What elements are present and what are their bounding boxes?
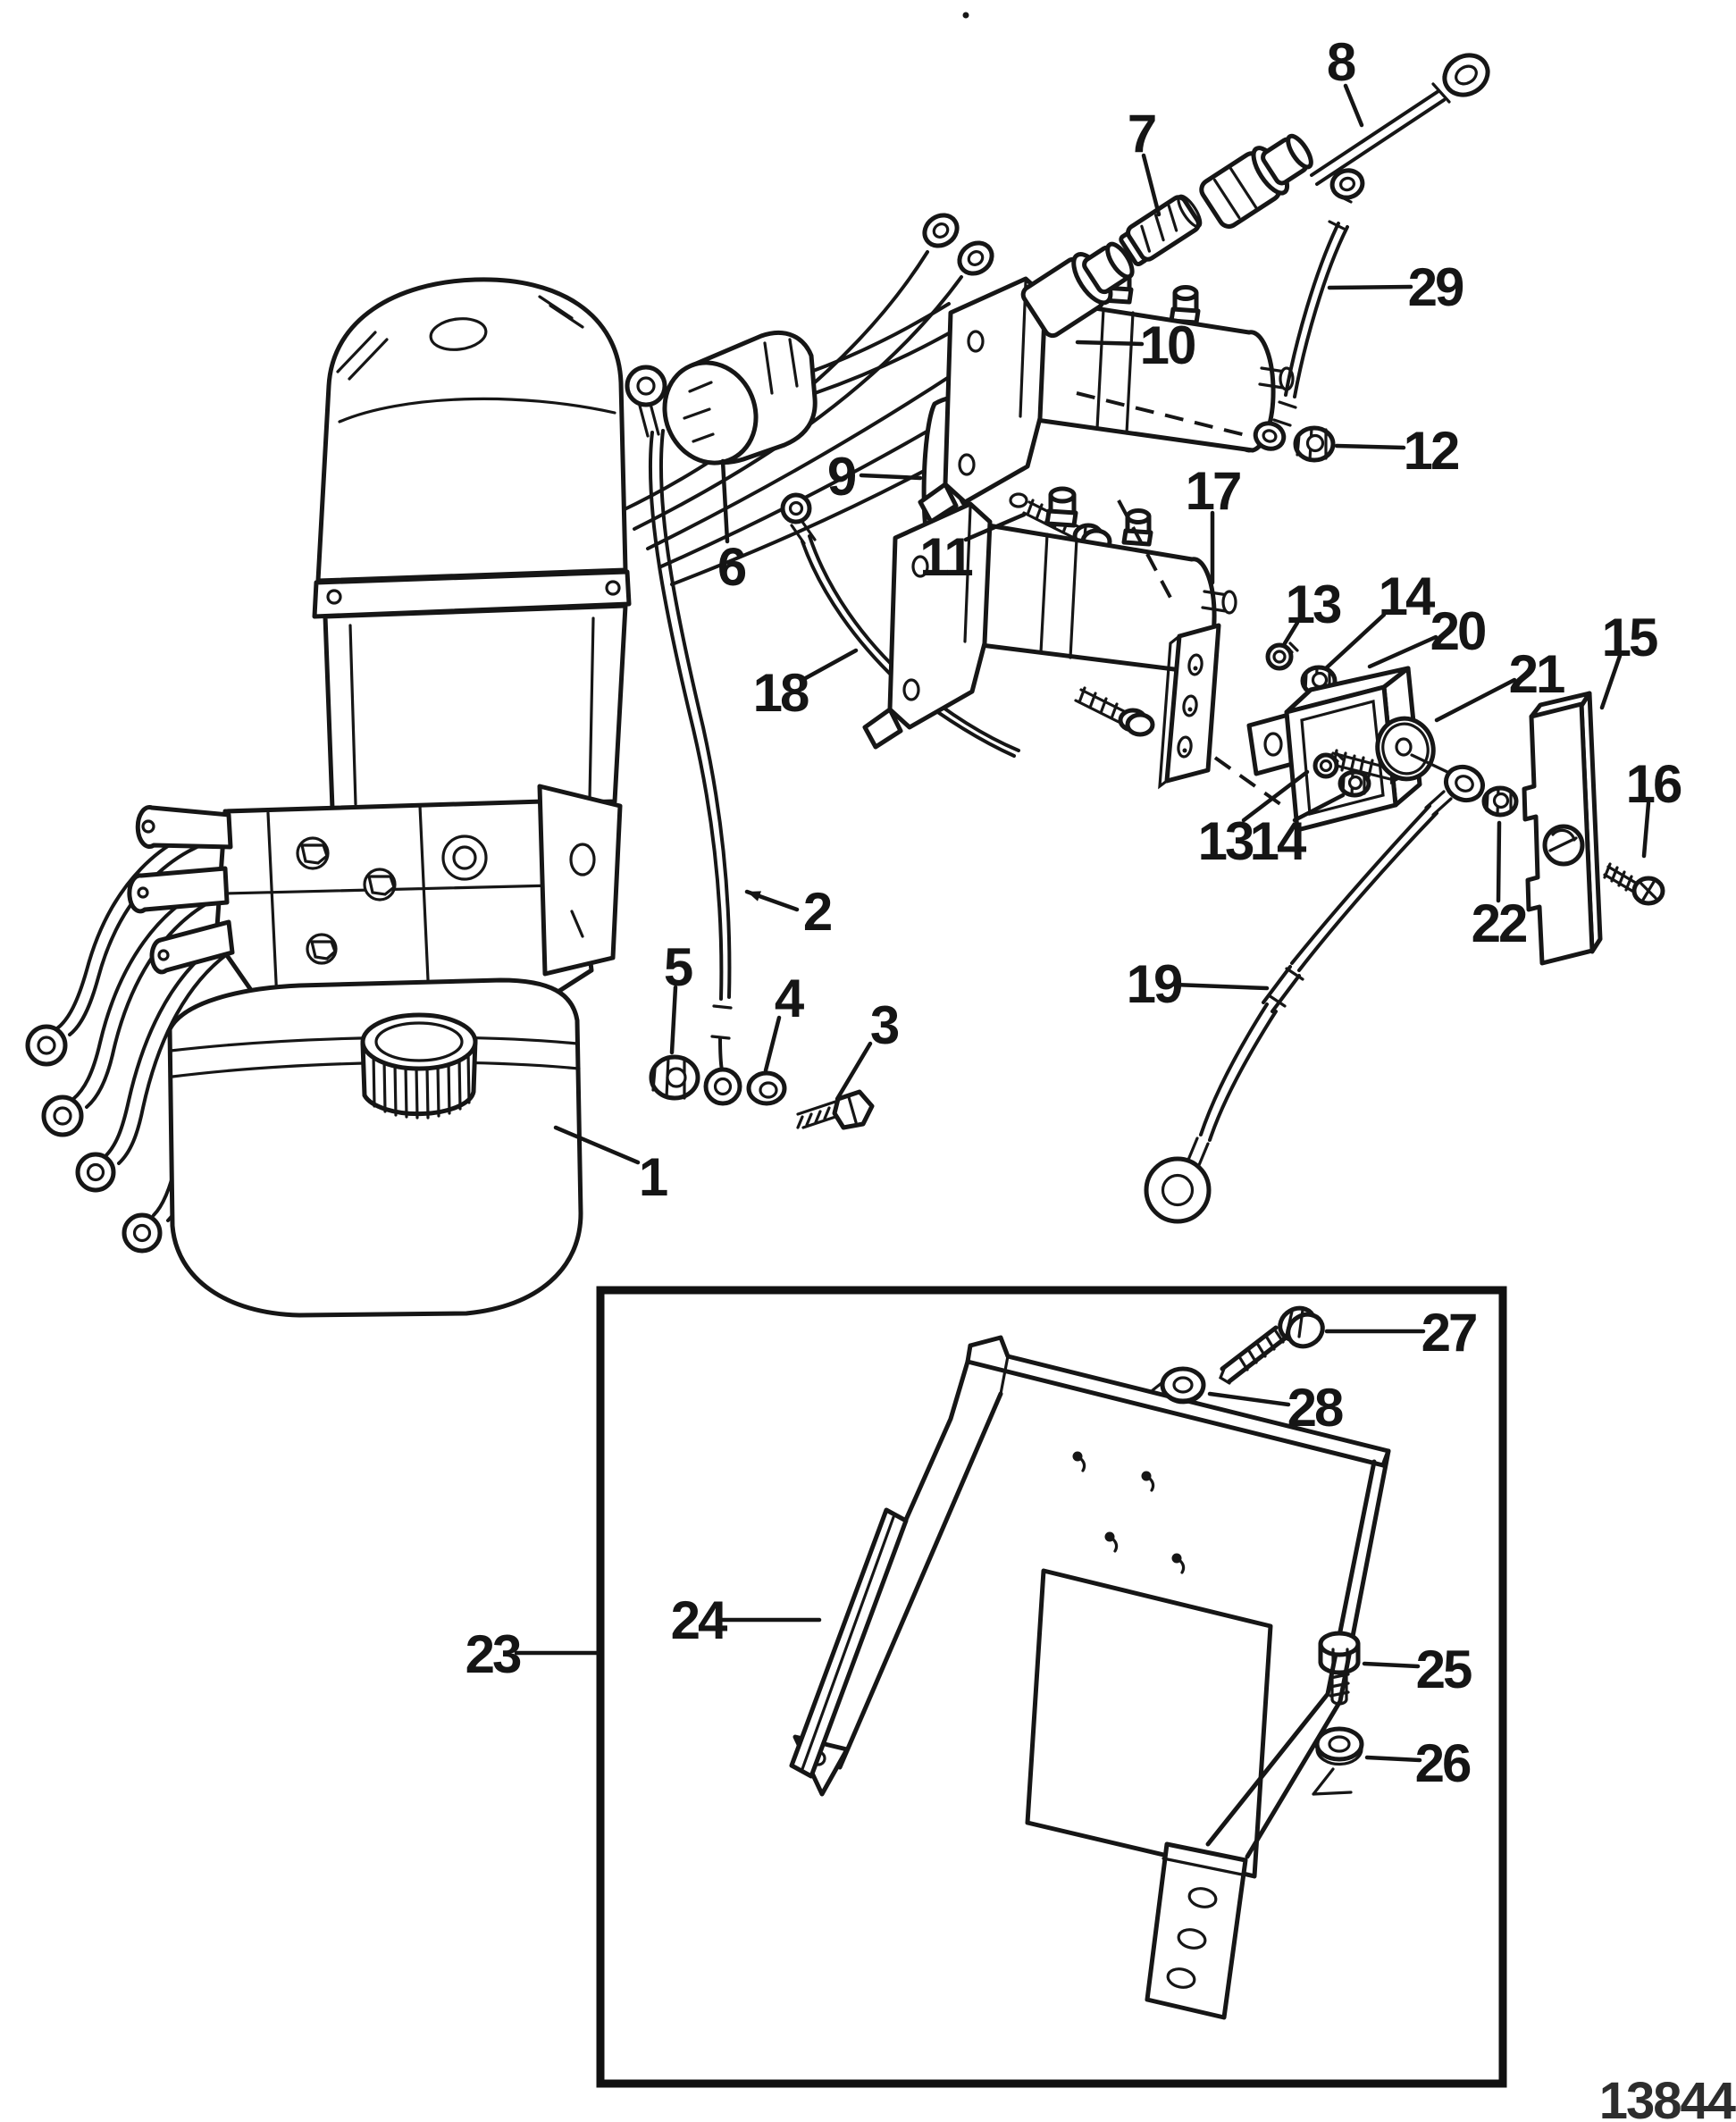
callout-label-25: 25 — [1415, 1640, 1471, 1699]
fuse-7 — [1118, 192, 1205, 267]
nut-12 — [1296, 428, 1333, 460]
callout-label-26: 26 — [1414, 1733, 1470, 1793]
callout-label-6: 6 — [717, 537, 745, 597]
callout-leader-28 — [1210, 1394, 1288, 1405]
bracket-face-holes — [1073, 1452, 1184, 1573]
callout-label-28: 28 — [1287, 1378, 1342, 1438]
callout-label-14: 14 — [1249, 811, 1304, 871]
callout-label-8: 8 — [1326, 32, 1354, 92]
callout-label-18: 18 — [752, 663, 808, 723]
bolt-27 — [1220, 1302, 1329, 1383]
callout-label-1: 1 — [638, 1147, 667, 1207]
callout-leader-3 — [837, 1044, 870, 1099]
callout-label-7: 7 — [1127, 104, 1155, 164]
callout-label-13: 13 — [1197, 811, 1253, 871]
callout-leader-10 — [1078, 342, 1142, 344]
callout-label-11: 11 — [919, 527, 971, 587]
washer-26 — [1313, 1729, 1362, 1794]
callout-leader-18 — [802, 650, 856, 680]
callout-leader-21 — [1437, 680, 1514, 720]
callout-label-13: 13 — [1285, 575, 1340, 634]
callout-label-29: 29 — [1407, 257, 1463, 317]
callout-leader-25 — [1364, 1664, 1418, 1666]
callout-leader-20 — [1370, 637, 1436, 667]
callout-label-24: 24 — [670, 1590, 725, 1650]
callout-leader-22 — [1498, 823, 1499, 901]
callout-arrow-2 — [747, 891, 761, 901]
callout-label-20: 20 — [1430, 601, 1485, 661]
callout-label-9: 9 — [826, 447, 855, 507]
screw-16 — [1605, 864, 1663, 903]
callout-label-27: 27 — [1421, 1303, 1476, 1363]
connector-plug-6 — [650, 332, 815, 476]
callout-label-21: 21 — [1508, 644, 1564, 704]
callout-label-14: 14 — [1378, 566, 1433, 626]
washer-28 — [1153, 1369, 1203, 1403]
callout-label-17: 17 — [1185, 461, 1240, 521]
callout-label-3: 3 — [869, 995, 898, 1055]
callout-label-15: 15 — [1601, 608, 1656, 667]
ink-dot — [963, 13, 969, 19]
callout-leader-6 — [723, 461, 727, 541]
callout-label-5: 5 — [663, 937, 692, 997]
callout-leader-19 — [1174, 985, 1267, 988]
anode-plate-15 — [1524, 693, 1600, 963]
nut-22 — [1484, 788, 1516, 815]
jumper-plate-17 — [1160, 625, 1219, 786]
callout-label-23: 23 — [465, 1624, 520, 1684]
drawing-number: 13844 — [1598, 2072, 1734, 2122]
callout-label-12: 12 — [1403, 421, 1458, 481]
callout-label-22: 22 — [1471, 893, 1526, 953]
callout-leader-26 — [1367, 1757, 1420, 1760]
callout-label-19: 19 — [1126, 954, 1181, 1014]
callout-label-2: 2 — [802, 882, 831, 942]
callout-leader-29 — [1329, 287, 1411, 288]
callout-label-4: 4 — [774, 969, 802, 1028]
callout-leader-12 — [1337, 446, 1404, 448]
callout-label-16: 16 — [1625, 754, 1681, 814]
callout-leader-7 — [1144, 155, 1159, 214]
bracket-box-23 — [600, 1290, 1503, 2084]
callout-label-10: 10 — [1139, 315, 1195, 375]
lead-8-connector — [1198, 126, 1320, 231]
callout-leader-9 — [861, 475, 920, 478]
pump-assembly — [130, 280, 629, 1315]
